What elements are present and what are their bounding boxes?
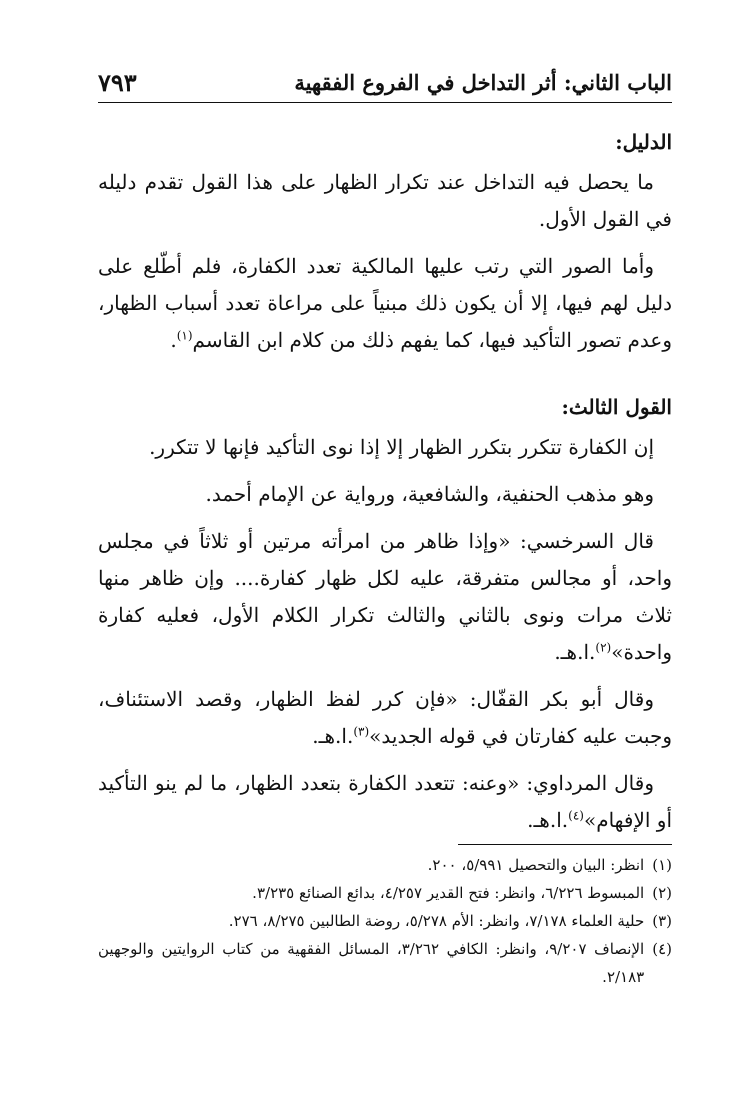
paragraph-text: وأما الصور التي رتب عليها المالكية تعدد الكفارة، فلم أطّلع على دليل لهم فيها، إلا أن يكون ذلك مبنياً على مراعاة تعدد أسباب الظهار، وعدم تصور التأكيد فيها، كما يفهم ذلك من كلام ابن القاسم — [98, 254, 672, 352]
paragraph: وهو مذهب الحنفية، والشافعية، ورواية عن الإمام أحمد. — [205, 482, 654, 506]
paragraph — [98, 248, 672, 359]
paragraph — [98, 765, 672, 839]
paragraph-end: . — [170, 328, 177, 352]
footnote-number: (٢) — [652, 884, 672, 902]
paragraph-end: .ا.هـ. — [554, 640, 596, 664]
paragraph — [98, 523, 672, 671]
footnote-text: المبسوط ٦/٢٢٦، وانظر: فتح القدير ٤/٢٥٧، بدائع الصنائع ٣/٢٣٥. — [252, 884, 645, 902]
footnote-number: (١) — [652, 856, 672, 874]
paragraph-end: .ا.هـ. — [527, 808, 569, 832]
footnote — [98, 935, 672, 991]
footnote-ref: (١) — [176, 328, 193, 343]
footnote-text: حلية العلماء ٧/١٧٨، وانظر: الأم ٥/٢٧٨، روضة الطالبين ٨/٢٧٥، ٢٧٦. — [228, 912, 645, 930]
paragraph-end: .ا.هـ. — [312, 724, 354, 748]
footnotes — [98, 844, 672, 991]
paragraph — [98, 681, 672, 755]
main-text — [98, 118, 672, 849]
footnote-ref: (٢) — [595, 640, 612, 655]
chapter-title: الباب الثاني: أثر التداخل في الفروع الفقهية — [294, 70, 672, 95]
footnote-divider — [458, 844, 672, 845]
footnote — [98, 851, 672, 879]
footnote-ref: (٣) — [353, 724, 370, 739]
heading-third-opinion: القول الثالث: — [561, 395, 672, 419]
footnote-ref: (٤) — [568, 808, 584, 823]
paragraph-text: قال السرخسي: «وإذا ظاهر من امرأته مرتين أو ثلاثاً في مجلس واحد، أو مجالس متفرقة، عليه لكل ظهار كفارة.... وإن ظاهر منها ثلاث مرات ونوى بالثاني والثالث تكرار الكلام الأول، فعليه كفارة واحدة» — [98, 529, 672, 664]
paragraph-text: وقال أبو بكر القفّال: «فإن كرر لفظ الظهار، وقصد الاستئناف، وجبت عليه كفارتان في قوله الجديد» — [98, 687, 672, 748]
footnote-number: (٤) — [652, 940, 672, 958]
running-header — [98, 58, 672, 103]
paragraph-text: وقال المرداوي: «وعنه: تتعدد الكفارة بتعدد الظهار، ما لم ينو التأكيد أو الإفهام» — [98, 771, 672, 832]
paragraph: ما يحصل فيه التداخل عند تكرار الظهار على هذا القول تقدم دليله في القول الأول. — [98, 170, 672, 231]
page-number: ٧٩٣ — [98, 68, 137, 97]
footnote — [98, 907, 672, 935]
footnote-number: (٣) — [652, 912, 672, 930]
footnote-text: الإنصاف ٩/٢٠٧، وانظر: الكافي ٣/٢٦٢، المسائل الفقهية من كتاب الروايتين والوجهين ٢/١٨٣. — [98, 940, 645, 986]
footnote — [98, 879, 672, 907]
heading-evidence: الدليل: — [615, 130, 672, 154]
paragraph: إن الكفارة تتكرر بتكرر الظهار إلا إذا نوى التأكيد فإنها لا تتكرر. — [149, 435, 654, 459]
footnote-text: انظر: البيان والتحصيل ٥/٩٩١، ٢٠٠. — [427, 856, 645, 874]
